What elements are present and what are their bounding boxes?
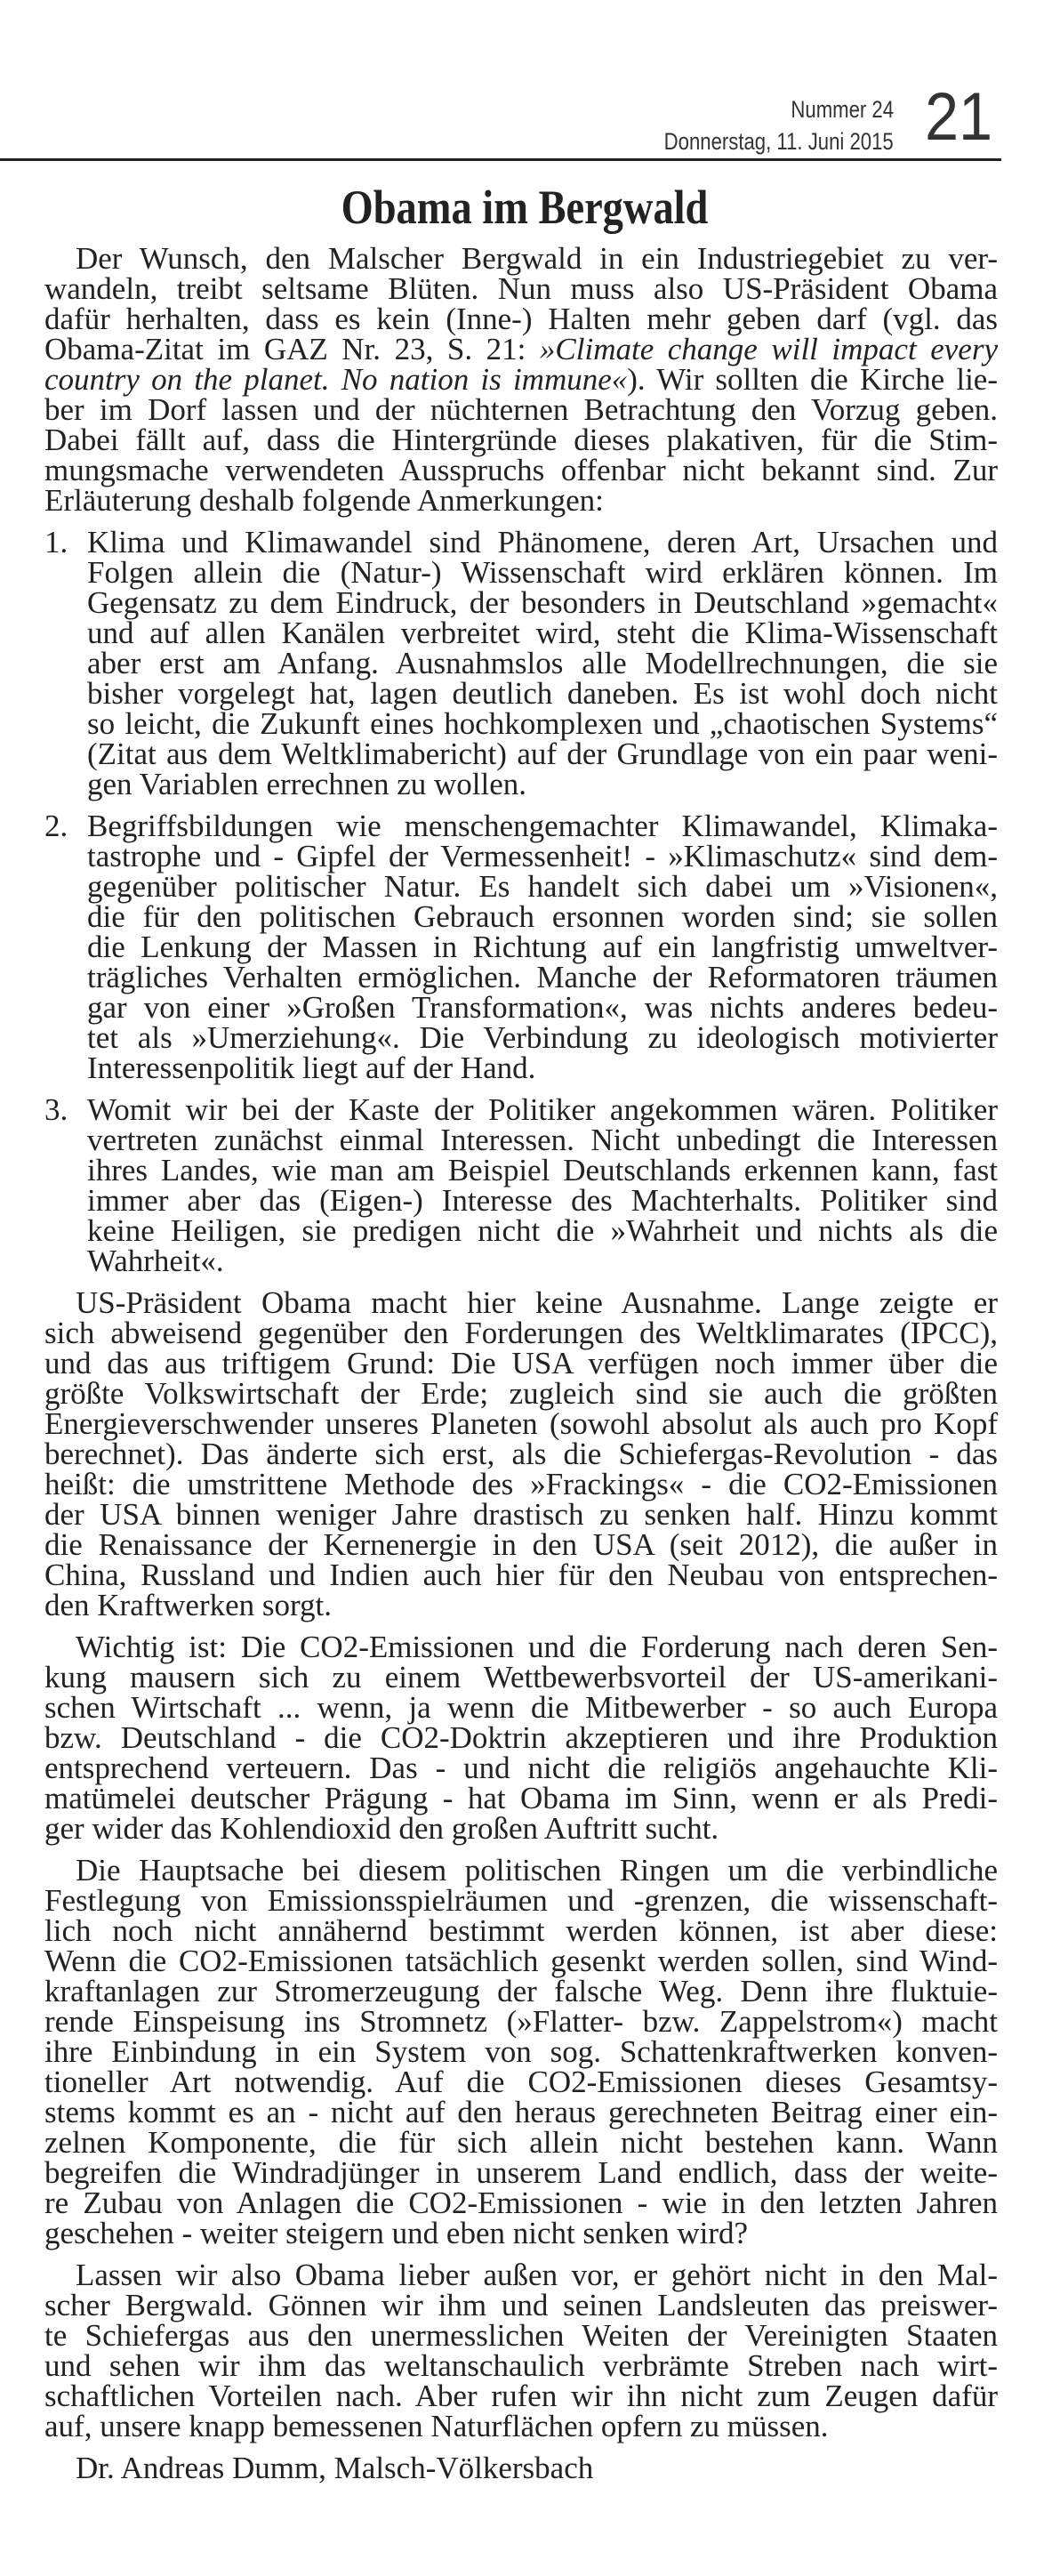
text-segment: te Schiefergas aus den unermesslichen Weiten der Vereinigten Staaten (44, 2318, 998, 2353)
text-line (44, 1376, 998, 1411)
text-segment: gegenüber politischer Natur. Es handelt sich dabei um »Visionen«, (87, 869, 998, 904)
italic-quote: »Climate change will impact every (539, 332, 998, 366)
text-line (87, 962, 998, 993)
text-line (87, 1246, 998, 1276)
text-line (44, 2381, 998, 2411)
text-segment: so leicht, die Zukunft eines hochkomplexen und „chaotischen Systems“ (87, 706, 998, 741)
text-line (87, 1125, 998, 1155)
text-line (44, 1560, 998, 1590)
text-line (44, 241, 998, 276)
text-line (87, 811, 998, 841)
text-segment: auf, unsere knapp bemessenen Naturflächen opfern zu müssen. (44, 2409, 829, 2443)
text-segment: und sehen wir ihm das weltanschaulich verbrämte Streben nach wirt- (44, 2348, 998, 2383)
text-segment: und das aus triftigem Grund: Die USA verfügen noch immer über die (44, 1346, 998, 1381)
text-line (44, 1783, 998, 1814)
paragraph (44, 2260, 998, 2442)
text-segment: Dabei fällt auf, dass die Hintergründe dieses plakativen, für die Stim- (44, 423, 998, 457)
text-line-content (44, 483, 604, 518)
text-line (87, 706, 998, 741)
text-line-content (44, 2218, 748, 2249)
paragraph (44, 1285, 998, 1622)
text-line (44, 2411, 998, 2442)
text-line (44, 1406, 998, 1441)
text-segment: größte Volkswirtschaft der Erde; zugleich sind sie auch die größten (44, 1376, 998, 1411)
text-line (44, 1439, 998, 1469)
text-segment: geschehen - weiter steigern und eben nicht senken wird? (44, 2216, 749, 2250)
text-segment: wandeln, treibt seltsame Blüten. Nun muss also US-Präsident Obama (44, 271, 998, 306)
text-line (44, 425, 998, 455)
text-segment: tioneller Art notwendig. Auf die CO2-Emissionen dieses Gesamtsy- (44, 2065, 998, 2099)
text-segment: ihres Landes, wie man am Beispiel Deutschlands erkennen kann, fast (87, 1153, 998, 1187)
text-segment: Interessenpolitik liegt auf der Hand. (87, 1051, 536, 1085)
text-segment: bisher vorgelegt hat, lagen deutlich daneben. Es ist wohl doch nicht (87, 676, 998, 711)
text-line (87, 585, 998, 620)
text-segment: immer aber das (Eigen-) Interesse des Machterhalts. Politiker sind (87, 1183, 998, 1218)
text-line (87, 1155, 998, 1186)
text-segment: zelnen Komponente, die für sich allein nicht bestehen kann. Wann (44, 2125, 998, 2160)
text-line (44, 1811, 998, 1846)
text-segment: Klima und Klimawandel sind Phänomene, deren Art, Ursachen und (87, 525, 998, 559)
text-segment: re Zubau von Anlagen die CO2-Emissionen - wie in den letzten Jahren (44, 2186, 998, 2220)
text-segment: und auf allen Kanälen verbreitet wird, steht die Klima-Wissenschaft (87, 616, 998, 650)
text-line (44, 483, 998, 518)
text-line (87, 618, 998, 648)
text-segment: die Lenkung der Massen in Richtung auf ein langfristig umweltver- (87, 930, 998, 964)
numbered-item (44, 527, 998, 800)
text-line (87, 739, 998, 769)
text-line (44, 2218, 998, 2249)
article-title (0, 181, 1049, 234)
item-number: 1. (44, 525, 68, 559)
text-line (44, 1590, 998, 1621)
text-segment: schaftlichen Vorteilen nach. Aber rufen wir ihn nicht zum Zeugen dafür (44, 2379, 998, 2413)
text-segment: Womit wir bei der Kaste der Politiker angekommen wären. Politiker (87, 1092, 998, 1127)
text-segment: stems kommt es an - nicht auf den heraus gerechneten Beitrag einer ein- (44, 2095, 998, 2129)
text-line (87, 555, 998, 590)
text-line (44, 2290, 998, 2321)
text-line (87, 527, 998, 558)
header-rule (0, 158, 1001, 161)
text-segment: aber erst am Anfang. Ausnahmslos alle Modellrechnungen, die sie (87, 646, 998, 680)
text-segment: Festlegung von Emissionsspielräumen und -grenzen, die wissenschaft- (44, 1883, 998, 1918)
masthead-issue-number: Nummer 24 (791, 96, 894, 123)
text-segment: sich abweisend gegenüber den Forderungen des Weltklimarates (IPCC), (44, 1316, 998, 1350)
text-segment: ihre Einbindung in ein System von sog. Schattenkraftwerken konven- (44, 2034, 998, 2069)
masthead-date: Donnerstag, 11. Juni 2015 (663, 128, 894, 155)
text-line (44, 2260, 998, 2290)
page-number: 21 (925, 79, 993, 155)
italic-quote: country on the planet. No nation is immune« (44, 362, 628, 397)
text-segment: Erläuterung deshalb folgende Anmerkungen: (44, 483, 604, 518)
item-number: 2. (44, 809, 68, 843)
text-segment: dafür herhalten, dass es kein (Inne-) Halten mehr geben darf (vgl. das (44, 302, 998, 336)
text-line (44, 392, 998, 427)
text-line (44, 1976, 998, 2007)
text-line (87, 932, 998, 962)
text-line (44, 1662, 998, 1693)
text-line-content (44, 1590, 332, 1621)
text-segment: Wichtig ist: Die CO2-Emissionen und die Forderung nach deren Sen- (76, 1630, 998, 1664)
author-signature: Dr. Andreas Dumm, Malsch-Völkersbach (76, 2451, 594, 2485)
text-segment: China, Russland und Indien auch hier für den Neubau von entsprechen- (44, 1558, 998, 1592)
paragraph (44, 1632, 998, 1844)
text-segment: mungsmache verwendeten Ausspruchs offenbar nicht bekannt sind. Zur (44, 453, 998, 487)
text-line (44, 1690, 998, 1725)
text-segment: entsprechend verteuern. Das - und nicht die religiös angehauchte Kli- (44, 1751, 998, 1785)
text-segment: Lassen wir also Obama lieber außen vor, er gehört nicht in den Mal- (76, 2258, 998, 2292)
article-body (44, 241, 998, 2485)
text-line (87, 769, 998, 800)
text-line (87, 1092, 998, 1127)
text-segment: Wenn die CO2-Emissionen tatsächlich gesenkt werden sollen, sind Wind- (44, 1944, 998, 1978)
text-line (44, 2097, 998, 2128)
text-segment: Gegensatz zu dem Eindruck, der besonders in Deutschland »gemacht« (87, 585, 998, 620)
text-segment: lich noch nicht annähernd bestimmt werden können, ist aber diese: (44, 1913, 998, 1948)
text-line (87, 990, 998, 1025)
text-segment: den Kraftwerken sorgt. (44, 1588, 332, 1622)
text-line (44, 2155, 998, 2190)
text-line (44, 1946, 998, 1976)
numbered-item (44, 811, 998, 1083)
article-title-text: Obama im Bergwald (341, 181, 709, 234)
text-line (44, 334, 998, 365)
text-segment: die Renaissance der Kernenergie in den USA (seit 2012), die außer in (44, 1527, 998, 1562)
text-segment: der USA binnen weniger Jahre drastisch zu senken half. Hinzu kommt (44, 1497, 998, 1532)
text-line (44, 2004, 998, 2039)
text-line (44, 1913, 998, 1948)
text-line (87, 648, 998, 679)
numbered-item (44, 1092, 998, 1278)
text-line-content (44, 1811, 719, 1846)
text-line (44, 1318, 998, 1348)
text-segment: die für den politischen Gebrauch ersonnen worden sind; sie sollen (87, 899, 998, 934)
text-line (44, 271, 998, 306)
text-segment: gen Variablen errechnen zu wollen. (87, 767, 526, 801)
text-segment: Obama-Zitat im GAZ Nr. 23, S. 21: (44, 332, 540, 366)
paragraph (44, 1853, 998, 2250)
text-segment: Wahrheit«. (87, 1244, 224, 1278)
paragraph (44, 241, 998, 518)
text-segment: Die Hauptsache bei diesem politischen Ringen um die verbindliche (76, 1853, 998, 1888)
text-segment: US-Präsident Obama macht hier keine Ausnahme. Lange zeigte er (76, 1285, 998, 1320)
text-segment: schen Wirtschaft ... wenn, ja wenn die Mitbewerber - so auch Europa (44, 1690, 998, 1725)
text-line (44, 2125, 998, 2160)
text-segment: begreifen die Windradjünger in unserem Land endlich, dass der weite- (44, 2155, 998, 2190)
text-line (87, 1053, 998, 1083)
text-line (87, 1213, 998, 1248)
text-line (44, 2318, 998, 2353)
text-segment: matümelei deutscher Prägung - hat Obama im Sinn, wenn er als Predi- (44, 1781, 998, 1815)
text-line (44, 455, 998, 486)
text-segment: ). Wir sollten die Kirche lie- (627, 362, 998, 397)
text-line (87, 899, 998, 934)
text-line (44, 2348, 998, 2383)
text-segment: ber im Dorf lassen und der nüchternen Betrachtung den Vorzug geben. (44, 392, 998, 427)
text-line (44, 1285, 998, 1320)
text-segment: gar von einer »Großen Transformation«, was nichts anderes bedeu- (87, 990, 998, 1025)
text-line (87, 676, 998, 711)
text-line (44, 1497, 998, 1532)
text-segment: Der Wunsch, den Malscher Bergwald in ein Industriegebiet zu ver- (76, 241, 998, 276)
text-line (44, 1720, 998, 1755)
text-line (44, 1348, 998, 1379)
text-segment: rende Einspeisung ins Stromnetz (»Flatter- bzw. Zappelstrom«) macht (44, 2004, 998, 2039)
text-segment: berechnet). Das änderte sich erst, als die Schiefergas-Revolution - das (44, 1437, 998, 1471)
text-line-content (87, 1246, 224, 1276)
text-segment: bzw. Deutschland - die CO2-Doktrin akzeptieren und ihre Produktion (44, 1720, 998, 1755)
text-line (87, 869, 998, 904)
text-segment: scher Bergwald. Gönnen wir ihm und seinen Landsleuten das preiswer- (44, 2288, 998, 2322)
text-line (44, 1527, 998, 1562)
text-segment: (Zitat aus dem Weltklimabericht) auf der Grundlage von ein paar weni- (87, 737, 998, 771)
text-segment: Energieverschwender unseres Planeten (sowohl absolut als auch pro Kopf (44, 1406, 998, 1441)
text-segment: Folgen allein die (Natur-) Wissenschaft wird erklären können. Im (87, 555, 998, 590)
text-line (87, 1020, 998, 1055)
text-segment: keine Heiligen, sie predigen nicht die »Wahrheit und nichts als die (87, 1213, 998, 1248)
text-line (44, 1753, 998, 1783)
text-line-content (87, 1053, 535, 1083)
text-line (87, 841, 998, 872)
item-number: 3. (44, 1092, 68, 1127)
text-line (44, 1853, 998, 1888)
text-line (44, 2188, 998, 2218)
text-line-content (87, 769, 526, 800)
text-segment: trägliches Verhalten ermöglichen. Manche der Reformatoren träumen (87, 960, 998, 994)
text-line (44, 2067, 998, 2097)
text-line (44, 304, 998, 334)
text-line (44, 1883, 998, 1918)
text-segment: heißt: die umstrittene Methode des »Frackings« - die CO2-Emissionen (44, 1467, 998, 1501)
text-segment: ger wider das Kohlendioxid den großen Auftritt sucht. (44, 1811, 719, 1846)
text-segment: tastrophe und - Gipfel der Vermessenheit! - »Klimaschutz« sind dem- (87, 839, 998, 873)
text-segment: kraftanlagen zur Stromerzeugung der falsche Weg. Denn ihre fluktuie- (44, 1974, 998, 2008)
text-segment: tet als »Umerziehung«. Die Verbindung zu ideologisch motivierter (87, 1020, 998, 1055)
text-line (44, 1469, 998, 1500)
text-segment: kung mausern sich zu einem Wettbewerbsvorteil der US-amerikani- (44, 1660, 998, 1695)
text-segment: vertreten zunächst einmal Interessen. Nicht unbedingt die Interessen (87, 1123, 998, 1157)
text-line-content (44, 2411, 828, 2442)
text-segment: Begriffsbildungen wie menschengemachter Klimawandel, Klimaka- (87, 809, 998, 843)
text-line (44, 2034, 998, 2069)
text-line (44, 362, 998, 397)
text-line (44, 1632, 998, 1662)
text-line (87, 1183, 998, 1218)
